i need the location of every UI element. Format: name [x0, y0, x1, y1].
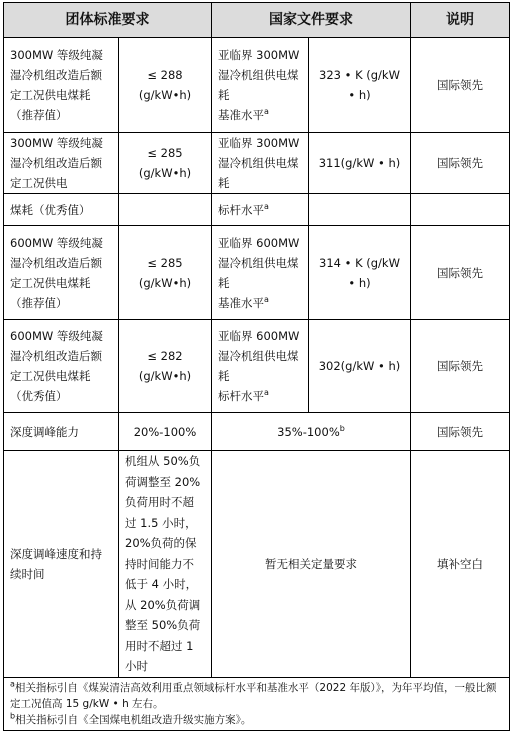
footnote-b-text: 相关指标引自《全国煤电机组改造升级实施方案》。 — [15, 713, 252, 726]
empty-cell — [119, 194, 212, 226]
empty-cell — [411, 194, 510, 226]
requirement-cell: 600MW 等级纯凝湿冷机组改造后额定工况供电煤耗（推荐值） — [4, 226, 119, 320]
requirement-cell: 深度调峰速度和持续时间 — [4, 451, 119, 678]
requirement-cell: 600MW 等级纯凝湿冷机组改造后额定工况供电煤耗（优秀值） — [4, 320, 119, 413]
table-row — [4, 226, 510, 320]
footnote-mark: a — [264, 388, 269, 398]
requirement-value-cell: 机组从 50%负荷调整至 20%负荷用时不超过 1.5 小时，20%负荷的保持时间能力不低于 4 小时，从 20%负荷调整至 50%负荷用时不超过 1 小时 — [119, 451, 212, 678]
footnotes-row — [4, 677, 510, 730]
table-row-peak-speed — [4, 451, 510, 678]
document-item-cell: 亚临界 300MW 湿冷机组供电煤耗 — [212, 133, 309, 194]
table-row-peak-capacity — [4, 413, 510, 451]
requirement-value-cell: ≤ 285 (g/kW•h) — [119, 226, 212, 320]
document-item-cell — [212, 320, 309, 413]
remark-cell: 国际领先 — [411, 413, 510, 451]
remark-cell: 国际领先 — [411, 320, 510, 413]
document-item-cell — [212, 226, 309, 320]
remark-cell: 填补空白 — [411, 451, 510, 678]
requirement-value-cell: ≤ 288 (g/kW•h) — [119, 38, 212, 133]
footnote-mark: a — [264, 201, 269, 211]
header-national-document: 国家文件要求 — [212, 3, 411, 38]
header-row — [4, 3, 510, 38]
document-item-text: 亚临界 300MW 湿冷机组供电煤耗 — [218, 48, 300, 102]
header-remark: 说明 — [411, 3, 510, 38]
footnotes-cell — [4, 677, 510, 730]
standards-comparison-table — [3, 2, 510, 731]
remark-cell: 国际领先 — [411, 226, 510, 320]
document-value-text: 35%-100% — [277, 424, 340, 439]
footnote-mark: a — [264, 294, 269, 304]
table-row — [4, 38, 510, 133]
footnote-a-mark: a — [10, 679, 15, 688]
document-level-text: 基准水平 — [218, 108, 264, 122]
footnote-a-text: 相关指标引自《煤炭清洁高效利用重点领域标杆水平和基准水平（2022 年版）》，为年平均值，一般比额定工况值高 15 g/kW • h 左右。 — [10, 681, 497, 710]
requirement-cell: 300MW 等级纯凝湿冷机组改造后额定工况供电 — [4, 133, 119, 194]
document-level-cell — [212, 194, 309, 226]
document-item-text: 亚临界 600MW 湿冷机组供电煤耗 — [218, 235, 300, 290]
document-value-cell: 暂无相关定量要求 — [212, 451, 411, 678]
document-value-cell: 323 • K (g/kW • h) — [309, 38, 411, 133]
requirement-cell-continued: 煤耗（优秀值） — [4, 194, 119, 226]
empty-cell — [309, 194, 411, 226]
footnote-mark: b — [339, 423, 345, 433]
footnote-mark: a — [264, 107, 269, 117]
table-row-continued — [4, 194, 510, 226]
requirement-value-cell: ≤ 285 (g/kW•h) — [119, 133, 212, 194]
document-item-cell — [212, 38, 309, 133]
footnote-a — [10, 680, 503, 712]
header-group-standard: 团体标准要求 — [4, 3, 212, 38]
requirement-cell: 300MW 等级纯凝湿冷机组改造后额定工况供电煤耗（推荐值） — [4, 38, 119, 133]
requirement-value-cell: ≤ 282 (g/kW•h) — [119, 320, 212, 413]
document-value-cell: 314 • K (g/kW • h) — [309, 226, 411, 320]
document-level-text: 标杆水平 — [218, 389, 264, 403]
document-level-text: 基准水平 — [218, 295, 264, 310]
footnote-b-mark: b — [10, 711, 16, 720]
document-value-cell: 311(g/kW • h) — [309, 133, 411, 194]
document-item-text: 亚临界 600MW 湿冷机组供电煤耗 — [218, 329, 300, 383]
document-level-text: 标杆水平 — [218, 202, 264, 217]
document-value-cell: 302(g/kW • h) — [309, 320, 411, 413]
remark-cell: 国际领先 — [411, 38, 510, 133]
requirement-cell: 深度调峰能力 — [4, 413, 119, 451]
table-row — [4, 320, 510, 413]
footnote-b — [10, 712, 503, 728]
table-row — [4, 133, 510, 194]
remark-cell: 国际领先 — [411, 133, 510, 194]
requirement-value-cell: 20%-100% — [119, 413, 212, 451]
document-value-cell — [212, 413, 411, 451]
